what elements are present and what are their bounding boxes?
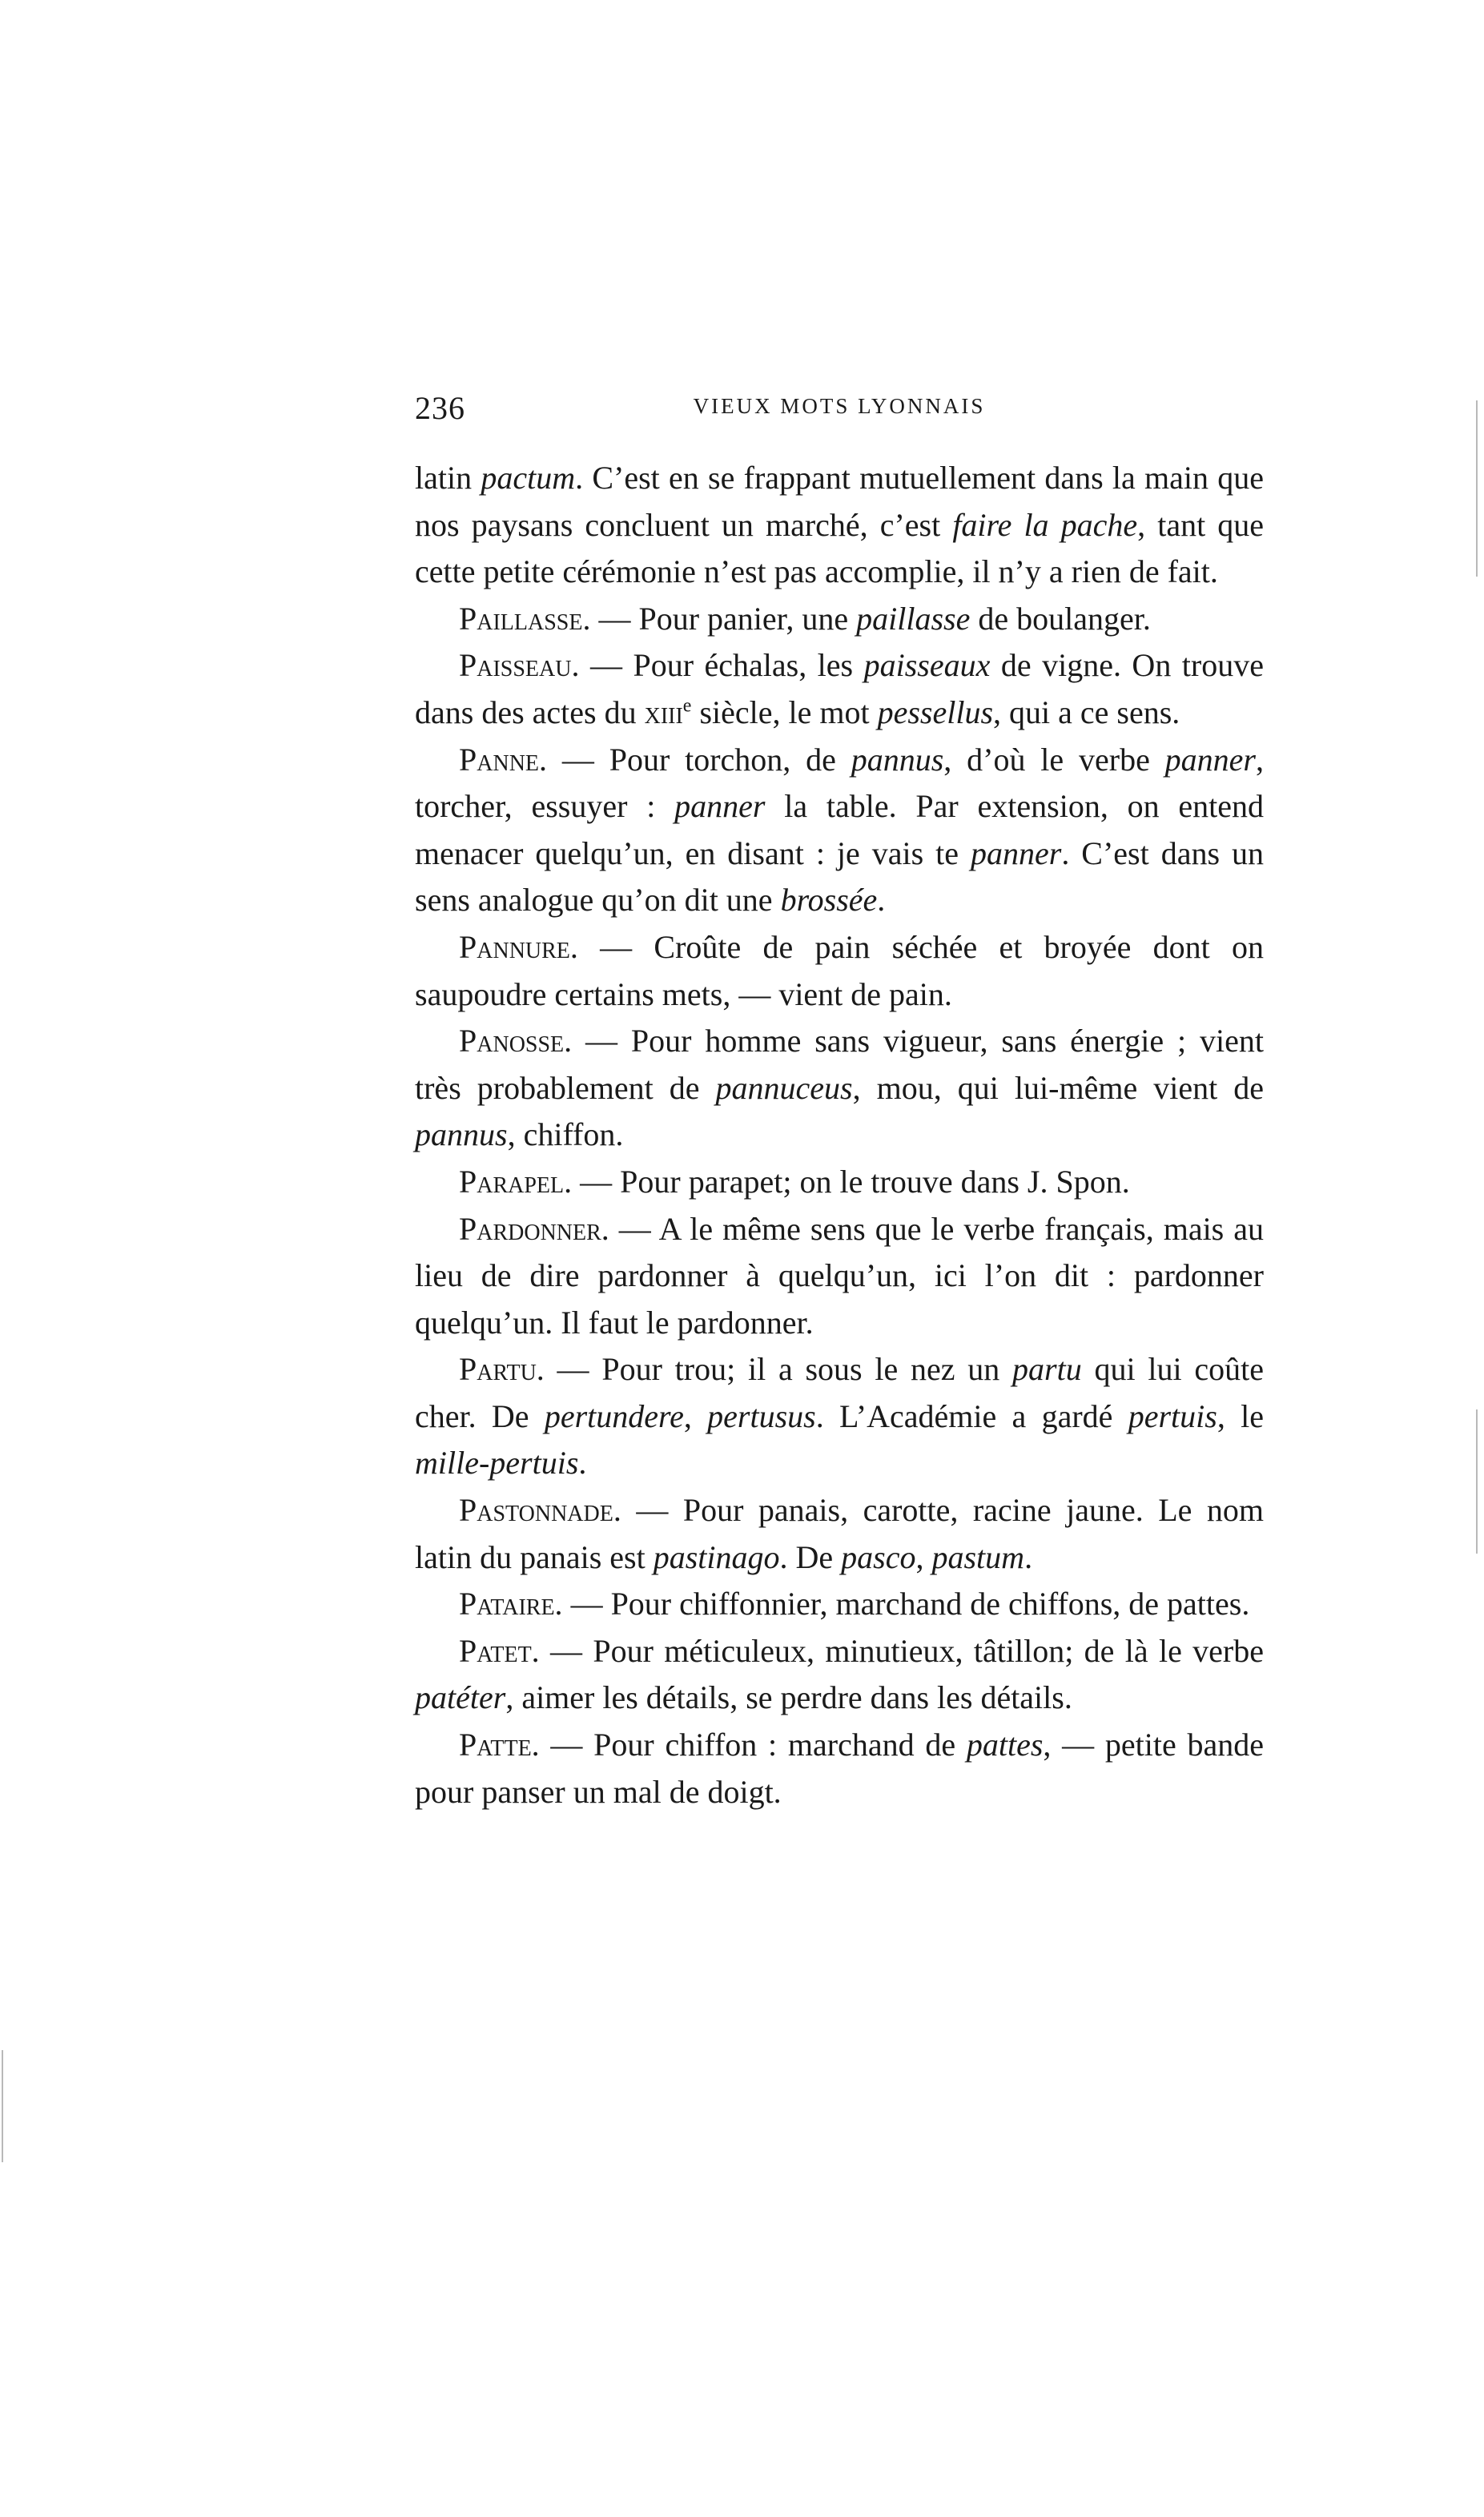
italic-term: mille-pertuis: [415, 1445, 579, 1482]
entry-headword: Pataire.: [459, 1586, 563, 1622]
entry-text: — Pour chiffonnier, marchand de chiffons, de pattes.: [562, 1586, 1250, 1622]
entry-text: la table. Par extension, on entend menacer quelqu’un, en disant : je vais te: [415, 788, 1265, 871]
entry-text: de vigne. On trouve dans des actes du: [415, 647, 1264, 730]
italic-term: pannuceus: [715, 1069, 853, 1106]
page-number: 236: [415, 390, 465, 426]
entry-headword: Paillasse.: [459, 600, 591, 637]
entry-text: , — petite bande pour panser un mal de doigt.: [415, 1727, 1264, 1810]
entry-text: latin: [415, 460, 481, 496]
italic-term: pessellus: [877, 694, 994, 730]
entry-headword: Partu.: [459, 1351, 545, 1388]
italic-term: faire la pache: [952, 506, 1138, 543]
page-header: [415, 389, 1264, 429]
entry-text: — Pour méticuleux, minutieux, tâtillon; de là le verbe: [539, 1632, 1264, 1669]
italic-term: pastinago: [653, 1538, 780, 1575]
entry-text: , qui a ce sens.: [993, 694, 1180, 730]
italic-term: pannus: [415, 1116, 508, 1153]
italic-term: pattes: [966, 1727, 1044, 1763]
scan-edge-mark: [1476, 400, 1478, 577]
entry-headword: Parapel.: [459, 1163, 573, 1200]
entry-headword: Pardonner.: [459, 1210, 609, 1247]
superscript: e: [682, 695, 692, 717]
entry-text: qui lui coûte cher. De: [415, 1351, 1264, 1434]
italic-term: pannus: [851, 741, 944, 778]
entry-text: — Croûte de pain séchée et broyée dont on saupoudre certains mets, — vient de pain.: [415, 928, 1264, 1012]
entry-text: ,: [683, 1397, 708, 1434]
italic-term: brossée: [780, 882, 878, 919]
entry-headword: Patet.: [459, 1632, 540, 1669]
entry-text: — A le même sens que le verbe français, mais au lieu de dire pardonner à quelqu’un, ici l’on dit : pardonner quelqu’un. Il faut le pardonner.: [415, 1210, 1264, 1341]
entry-text: . C’est dans un sens analogue qu’on dit une: [415, 834, 1264, 919]
dictionary-entry: [415, 1206, 1264, 1347]
entry-text: .: [877, 882, 886, 919]
dictionary-entry: [415, 1487, 1264, 1581]
entry-headword: Pannure.: [459, 928, 578, 965]
entry-text: .: [578, 1445, 587, 1482]
italic-term: pastum: [931, 1538, 1025, 1575]
entry-text: — Pour trou; il a sous le nez un: [544, 1351, 1013, 1388]
italic-term: panner: [971, 834, 1062, 871]
dictionary-entry: [415, 1628, 1264, 1722]
italic-term: paillasse: [856, 600, 971, 637]
italic-term: pertundere: [544, 1397, 684, 1434]
entry-text: . C’est en se frappant mutuellement dans la main que nos paysans concluent un marché, c’est: [415, 460, 1264, 543]
entry-text: , chiffon.: [507, 1116, 624, 1153]
italic-term: partu: [1012, 1351, 1082, 1388]
scan-edge-mark: [2, 2050, 3, 2162]
entry-headword: Pastonnade.: [459, 1492, 621, 1529]
dictionary-entry: [415, 1581, 1264, 1628]
entry-text: — Pour torchon, de: [547, 741, 851, 778]
running-title: VIEUX MOTS LYONNAIS: [693, 394, 986, 418]
entry-text: , d’où le verbe: [943, 741, 1165, 778]
roman-numeral: xiii: [644, 694, 683, 730]
entry-text: — Pour panais, carotte, racine jaune. Le nom latin du panais est: [415, 1492, 1264, 1575]
entry-headword: Patte.: [459, 1727, 540, 1763]
dictionary-entry: [415, 924, 1264, 1018]
entry-headword: Panosse.: [459, 1023, 573, 1059]
entry-text: , mou, qui lui-même vient de: [852, 1069, 1264, 1106]
entry-text: . De: [779, 1538, 842, 1575]
entry-text: — Pour échalas, les: [579, 647, 864, 684]
body-text: [415, 455, 1264, 1815]
entry-text: , torcher, essuyer :: [415, 741, 1264, 825]
dictionary-entry: [415, 1722, 1264, 1815]
italic-term: pertuis: [1128, 1397, 1217, 1434]
scan-edge-mark: [1476, 1409, 1478, 1554]
dictionary-entry: [415, 596, 1264, 643]
entry-text: de boulanger.: [970, 600, 1151, 637]
italic-term: paisseaux: [863, 647, 991, 684]
entry-headword: Paisseau.: [459, 647, 580, 684]
entry-text: ,: [915, 1538, 932, 1575]
entry-text: , tant que cette petite cérémonie n’est pas accomplie, il n’y a rien de fait.: [415, 506, 1265, 590]
entry-text: — Pour homme sans vigueur, sans énergie ; vient très probablement de: [415, 1023, 1264, 1106]
entry-text: .: [1024, 1538, 1033, 1575]
continued-paragraph: [415, 455, 1264, 596]
dictionary-entry: [415, 1159, 1264, 1206]
entry-text: , le: [1217, 1397, 1265, 1434]
entry-headword: Panne.: [459, 741, 548, 778]
italic-term: pasco: [841, 1538, 916, 1575]
italic-term: pertusus: [707, 1397, 816, 1434]
dictionary-entry: [415, 642, 1264, 736]
entry-text: — Pour chiffon : marchand de: [539, 1727, 967, 1763]
italic-term: panner: [674, 788, 766, 825]
entry-text: , aimer les détails, se perdre dans les détails.: [505, 1679, 1072, 1716]
italic-term: patéter: [415, 1679, 506, 1716]
italic-term: pactum: [481, 460, 576, 496]
dictionary-entry: [415, 1346, 1264, 1487]
entry-text: — Pour panier, une: [590, 600, 857, 637]
entry-text: siècle, le mot: [691, 694, 878, 730]
entry-text: — Pour parapet; on le trouve dans J. Spon.: [572, 1163, 1130, 1200]
entry-text: . L’Académie a gardé: [815, 1397, 1128, 1434]
dictionary-entry: [415, 737, 1264, 924]
italic-term: panner: [1164, 741, 1256, 778]
dictionary-entry: [415, 1018, 1264, 1159]
